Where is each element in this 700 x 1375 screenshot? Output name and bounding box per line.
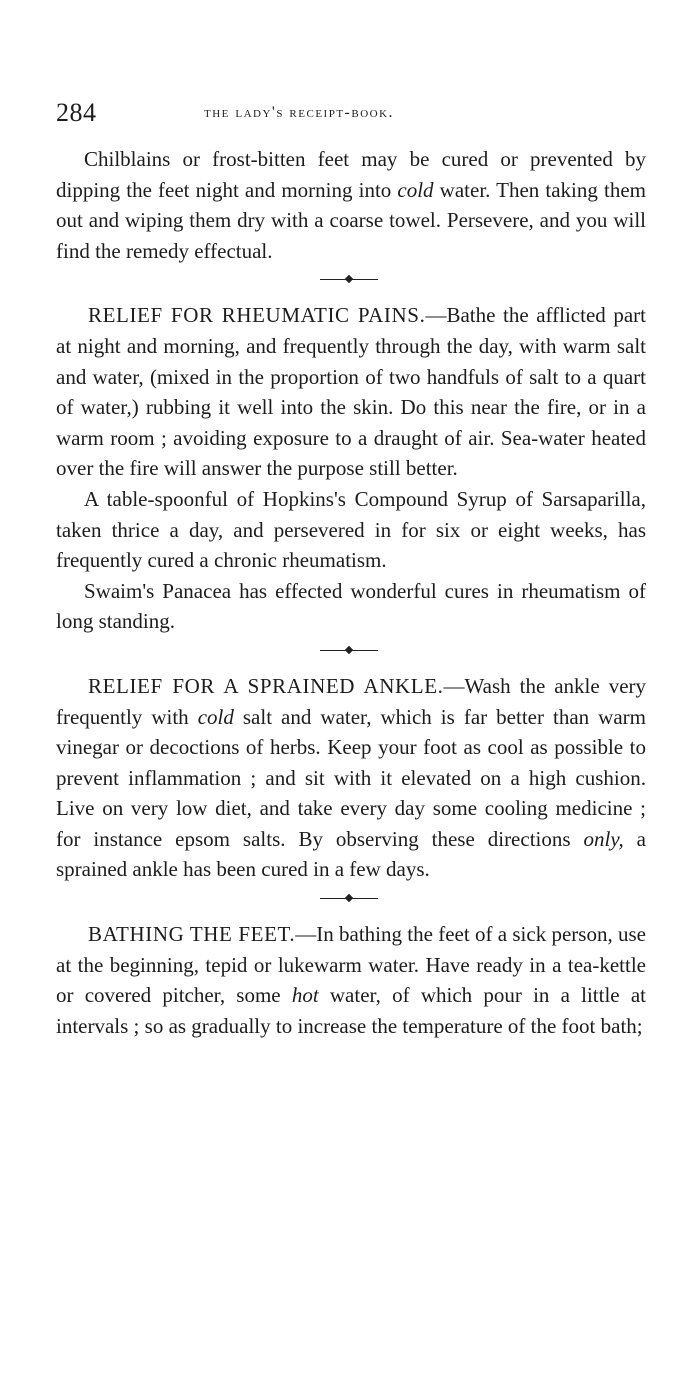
ankle-paragraph <box>56 671 646 885</box>
running-title: the lady's receipt-book. <box>204 104 395 121</box>
section-divider <box>56 637 646 671</box>
ankle-text-a: —Wash the ankle very frequently with <box>56 673 647 729</box>
bathing-paragraph <box>56 919 646 1041</box>
section-divider <box>56 885 646 919</box>
ankle-heading: RELIEF FOR A SPRAINED ANKLE. <box>88 673 444 698</box>
page-number: 284 <box>56 98 97 127</box>
chilblains-emphasis: cold <box>397 177 434 202</box>
panacea-paragraph: Swaim's Panacea has effected wonderful cures in rheumatism of long standing. <box>56 578 646 634</box>
rheumatic-heading: RELIEF FOR RHEUMATIC PAINS. <box>88 303 426 328</box>
section-divider <box>56 266 646 300</box>
ankle-emphasis-only: only, <box>583 826 624 851</box>
ankle-emphasis-cold: cold <box>197 704 234 729</box>
running-head <box>56 98 646 144</box>
chilblains-paragraph <box>56 144 646 266</box>
ankle-text-c: a sprained ankle has been cured in a few days. <box>56 826 646 882</box>
sarsaparilla-paragraph: A table-spoonful of Hopkins's Compound Syrup of Sarsaparilla, taken thrice a day, and persevered in for six or eight weeks, has frequently cured a chronic rheumatism. <box>56 486 646 573</box>
rheumatic-paragraph <box>56 300 646 484</box>
rheumatic-text: —Bathe the afflicted part at night and morning, and frequently through the day, with warm salt and water, (mixed in the proportion of two handfuls of salt to a quart of water,) rubbing it well into the skin. Do this near the fire, or in a warm room ; avoiding exposure to a draught of air. Sea-water heated over the fire will answer the purpose still better. <box>56 303 647 481</box>
divider-diamond-icon <box>345 646 353 654</box>
chilblains-text-b: water. Then taking them out and wiping them dry with a coarse towel. Persevere, and you will find the remedy effectual. <box>56 177 646 263</box>
divider-diamond-icon <box>345 275 353 283</box>
bathing-text-b: water, of which pour in a little at intervals ; so as gradually to increase the temperature of the foot bath; <box>56 983 646 1038</box>
bathing-emphasis: hot <box>291 983 319 1008</box>
chilblains-text-a: Chilblains or frost-bitten feet may be cured or prevented by dipping the feet night and morning into <box>56 147 646 202</box>
book-page <box>56 98 646 1041</box>
divider-diamond-icon <box>345 894 353 902</box>
bathing-heading: BATHING THE FEET. <box>88 922 296 947</box>
bathing-text-a: —In bathing the feet of a sick person, use at the beginning, tepid or lukewarm water. Have ready in a tea-kettle or covered pitcher, some <box>56 922 646 1008</box>
ankle-text-b: salt and water, which is far better than warm vinegar or decoctions of herbs. Keep your foot as cool as possible to prevent inflammation ; and sit with it elevated on a high cushion. Live on very low diet, and take every day some cooling medicine ; for instance epsom salts. By observing these directions <box>56 704 646 851</box>
